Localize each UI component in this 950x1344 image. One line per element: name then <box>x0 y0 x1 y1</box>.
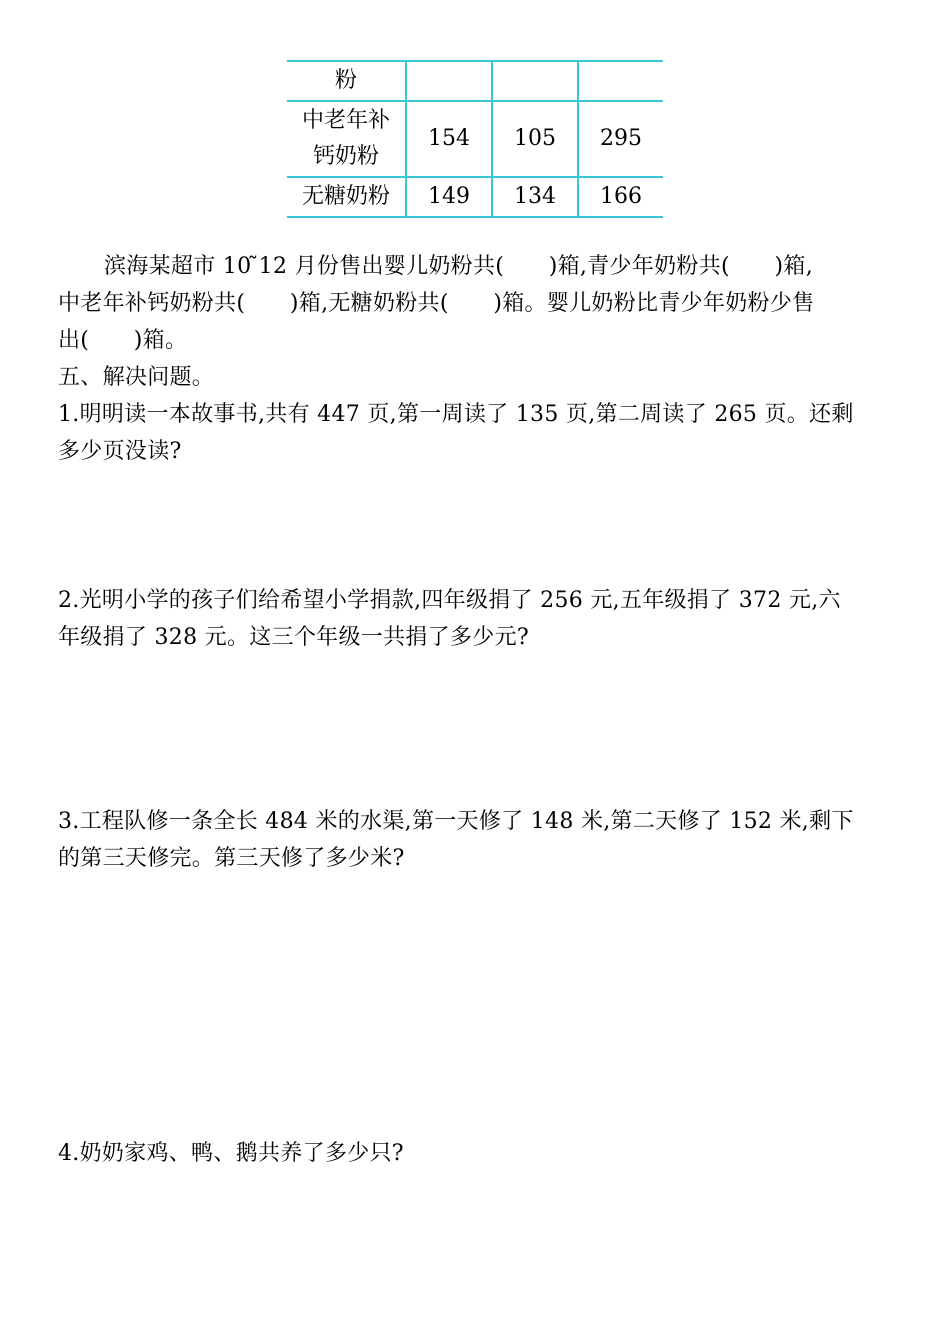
problem-line: 多少页没读? <box>58 439 182 464</box>
table-cell: 134 <box>492 177 578 217</box>
problem-line: 的第三天修完。第三天修了多少米? <box>58 846 405 871</box>
problem-line: 2.光明小学的孩子们给希望小学捐款,四年级捐了 256 元,五年级捐了 372 元,六 <box>58 588 841 613</box>
problem-3 <box>58 803 890 877</box>
table-cell <box>406 61 492 101</box>
section-title: 五、解决问题。 <box>58 365 215 390</box>
problem-line: 1.明明读一本故事书,共有 447 页,第一周读了 135 页,第二周读了 265 页。还剩 <box>58 402 854 427</box>
milk-powder-sales-table <box>287 60 663 218</box>
table-cell: 105 <box>492 101 578 177</box>
row-label <box>287 177 406 217</box>
problem-line: 年级捐了 328 元。这三个年级一共捐了多少元? <box>58 625 529 650</box>
problem-line: 4.奶奶家鸡、鸭、鹅共养了多少只? <box>58 1141 404 1166</box>
table-cell: 166 <box>578 177 663 217</box>
row-label <box>287 101 406 177</box>
row-label-text: 无糖奶粉 <box>301 184 390 209</box>
problem-4 <box>58 1135 890 1172</box>
sales-table-section <box>287 60 663 218</box>
table-row <box>287 61 663 101</box>
table-row <box>287 177 663 217</box>
row-label-text: 钙奶粉 <box>312 144 379 169</box>
row-label <box>287 61 406 101</box>
problem-line: 3.工程队修一条全长 484 米的水渠,第一天修了 148 米,第二天修了 152 米,剩下 <box>58 809 854 834</box>
paragraph-line: 滨海某超市 10 ̃12 月份售出婴儿奶粉共( )箱,青少年奶粉共( )箱, <box>104 254 813 279</box>
fill-in-paragraph <box>58 248 890 359</box>
row-label-text: 粉 <box>334 68 357 93</box>
table-cell: 295 <box>578 101 663 177</box>
problem-2 <box>58 582 890 656</box>
table-cell <box>578 61 663 101</box>
paragraph-line: 出( )箱。 <box>58 328 188 353</box>
problem-1 <box>58 396 890 470</box>
table-row <box>287 101 663 177</box>
table-cell: 154 <box>406 101 492 177</box>
paragraph-line: 中老年补钙奶粉共( )箱,无糖奶粉共( )箱。婴儿奶粉比青少年奶粉少售 <box>58 291 815 316</box>
table-cell: 149 <box>406 177 492 217</box>
row-label-text: 中老年补 <box>301 108 390 133</box>
table-cell <box>492 61 578 101</box>
